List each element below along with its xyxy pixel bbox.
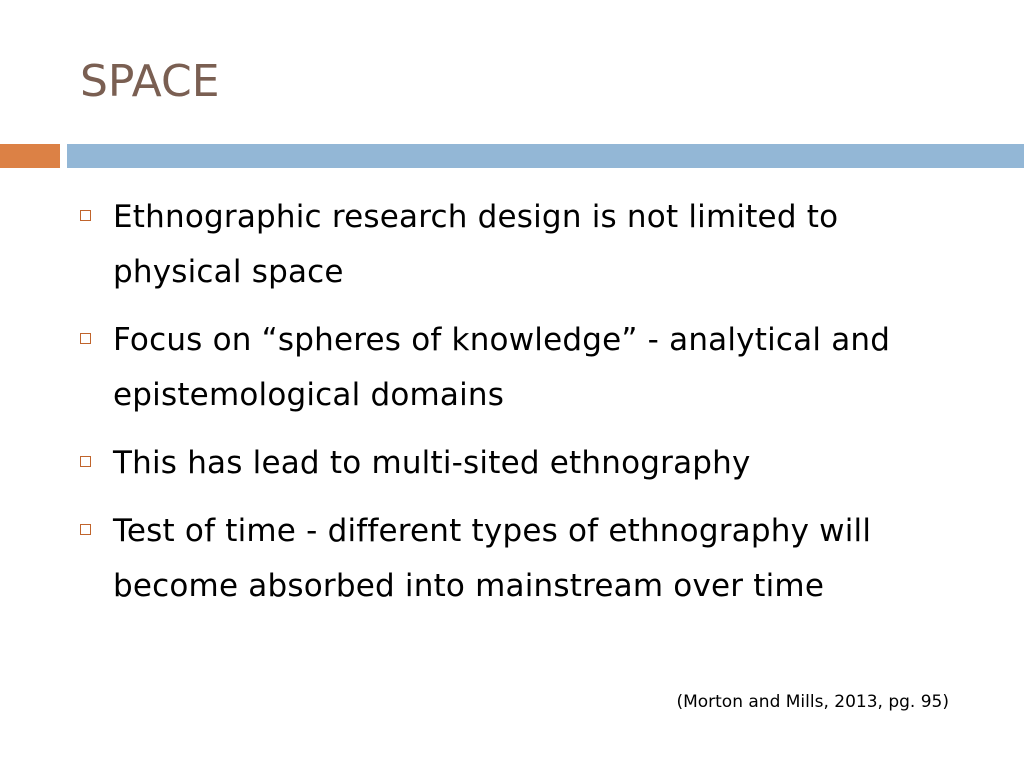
- hollow-square-bullet-icon: [80, 524, 91, 535]
- hollow-square-bullet-icon: [80, 333, 91, 344]
- bullet-text: This has lead to multi-sited ethnography: [113, 445, 751, 481]
- title-rule-accent-orange: [0, 144, 60, 168]
- bullet-text: Focus on “spheres of knowledge” - analytical and epistemological domains: [113, 322, 891, 413]
- bullet-item: [80, 313, 960, 423]
- bullet-list: [80, 190, 960, 627]
- bullet-item: [80, 436, 960, 491]
- bullet-item: [80, 190, 960, 300]
- hollow-square-bullet-icon: [80, 456, 91, 467]
- bullet-item: [80, 504, 960, 614]
- hollow-square-bullet-icon: [80, 210, 91, 221]
- bullet-text: Ethnographic research design is not limited to physical space: [113, 199, 839, 290]
- title-rule-accent-blue: [67, 144, 1024, 168]
- citation: (Morton and Mills, 2013, pg. 95): [676, 692, 949, 712]
- slide-title: SPACE: [80, 56, 220, 107]
- bullet-text: Test of time - different types of ethnography will become absorbed into mainstream over time: [113, 513, 872, 604]
